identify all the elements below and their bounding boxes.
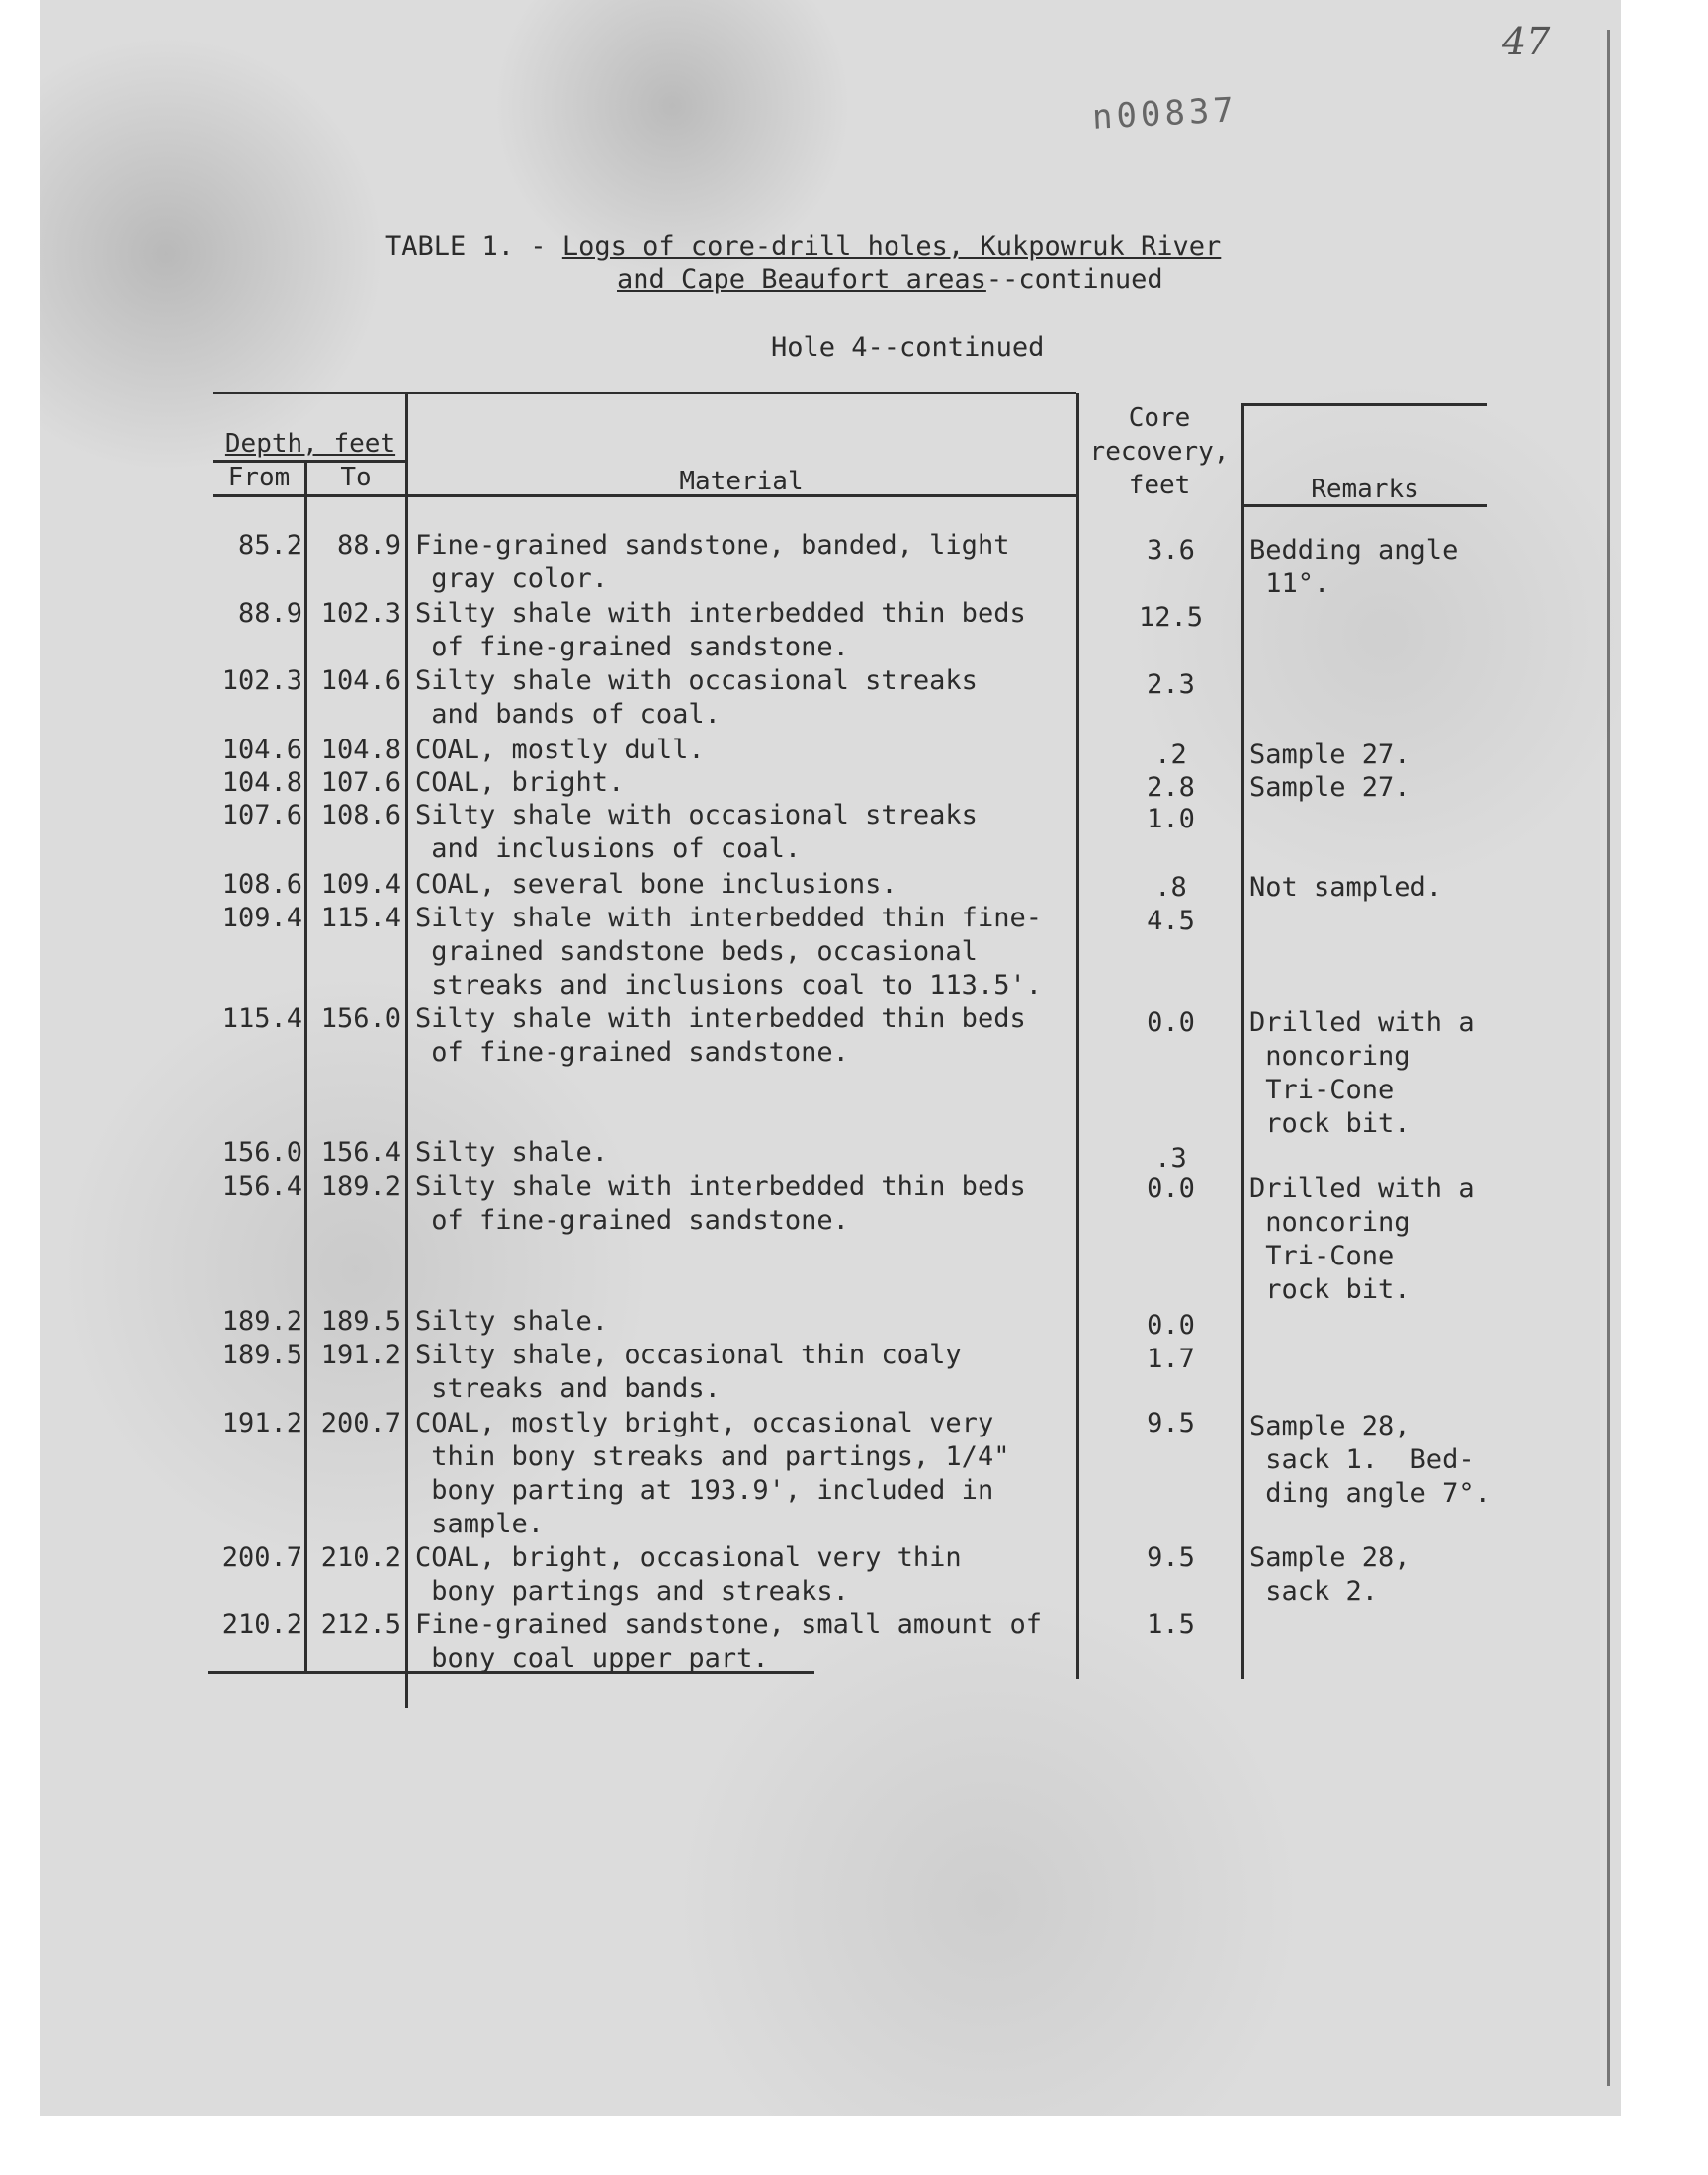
header-core-line3: feet [1128, 471, 1191, 500]
cell-core-recovery: 0.0 [1147, 1007, 1195, 1038]
cell-to: 156.4 [320, 1137, 401, 1168]
cell-remarks: Sample 27. [1249, 740, 1410, 770]
cell-to: 102.3 [320, 598, 401, 629]
cell-remarks: Drilled with a noncoring Tri-Cone rock bit. [1249, 1007, 1475, 1139]
cell-from: 189.2 [221, 1306, 302, 1337]
title-underlined-2: and Cape Beaufort areas [617, 264, 986, 295]
header-core-line2: recovery, [1089, 437, 1230, 467]
cell-core-recovery: 0.0 [1147, 1310, 1195, 1341]
cell-core-recovery: .8 [1154, 872, 1187, 903]
cell-from: 85.2 [237, 530, 302, 561]
table-title [385, 230, 1221, 264]
cell-from: 191.2 [221, 1408, 302, 1438]
cell-core-recovery: 0.0 [1147, 1174, 1195, 1204]
cell-from: 102.3 [221, 665, 302, 696]
header-from: From [227, 463, 291, 492]
cell-core-recovery: 2.8 [1147, 772, 1195, 803]
table-title-line2 [617, 264, 1163, 295]
cell-core-recovery: 9.5 [1147, 1408, 1195, 1438]
cell-to: 189.5 [320, 1306, 401, 1337]
cell-from: 88.9 [237, 598, 302, 629]
table-subtitle: Hole 4--continued [771, 332, 1045, 363]
cell-material: Fine-grained sandstone, small amount of bony coal upper part. [415, 1610, 1042, 1674]
cell-core-recovery: 2.3 [1147, 669, 1195, 700]
cell-material: COAL, mostly dull. [415, 735, 705, 765]
col-divider-to-material [405, 393, 408, 1708]
cell-to: 156.0 [320, 1003, 401, 1034]
title-prefix: TABLE 1. - [385, 231, 562, 262]
cell-material: COAL, bright, occasional very thin bony partings and streaks. [415, 1542, 962, 1607]
cell-material: Silty shale with occasional streaks and inclusions of coal. [415, 800, 978, 864]
table-top-rule-left [214, 392, 1076, 394]
cell-material: COAL, mostly bright, occasional very thin bony streaks and partings, 1/4" bony parting at 193.9', included in sample. [415, 1408, 1010, 1539]
cell-to: 104.6 [320, 665, 401, 696]
cell-from: 107.6 [221, 800, 302, 830]
header-remarks: Remarks [1311, 475, 1419, 504]
cell-core-recovery: 3.6 [1147, 535, 1195, 566]
page-number: 47 [1502, 20, 1551, 63]
cell-material: Silty shale with interbedded thin beds of fine-grained sandstone. [415, 598, 1026, 662]
col-divider-from-to [304, 462, 307, 1674]
title-suffix: --continued [985, 264, 1163, 295]
cell-to: 107.6 [320, 767, 401, 798]
header-material: Material [679, 467, 804, 496]
cell-core-recovery: 12.5 [1138, 602, 1204, 633]
cell-core-recovery: 4.5 [1147, 906, 1195, 936]
page-edge-line [1607, 30, 1610, 2086]
cell-from: 156.4 [221, 1172, 302, 1202]
cell-from: 156.0 [221, 1137, 302, 1168]
cell-to: 200.7 [320, 1408, 401, 1438]
cell-remarks: Drilled with a noncoring Tri-Cone rock bit. [1249, 1174, 1475, 1305]
cell-remarks: Sample 28, sack 2. [1249, 1542, 1410, 1607]
cell-material: Silty shale, occasional thin coaly streaks and bands. [415, 1340, 962, 1404]
document-stamp: n00837 [1091, 90, 1238, 137]
cell-from: 200.7 [221, 1542, 302, 1573]
cell-core-recovery: .2 [1154, 740, 1187, 770]
cell-material: Silty shale with interbedded thin beds of fine-grained sandstone. [415, 1172, 1026, 1236]
cell-to: 109.4 [320, 869, 401, 900]
cell-remarks: Sample 28, sack 1. Bed- ding angle 7°. [1249, 1411, 1491, 1509]
cell-remarks: Sample 27. [1249, 772, 1410, 803]
table-top-rule-right [1243, 403, 1487, 406]
cell-material: Silty shale with occasional streaks and bands of coal. [415, 665, 978, 730]
cell-from: 104.8 [221, 767, 302, 798]
cell-material: Silty shale. [415, 1306, 609, 1337]
cell-material: COAL, bright. [415, 767, 625, 798]
cell-to: 108.6 [320, 800, 401, 830]
col-divider-core-remarks [1241, 403, 1244, 1679]
cell-core-recovery: 1.5 [1147, 1610, 1195, 1640]
header-depth-group: Depth, feet [224, 429, 396, 459]
cell-from: 115.4 [221, 1003, 302, 1034]
cell-from: 210.2 [221, 1610, 302, 1640]
cell-to: 88.9 [336, 530, 401, 561]
cell-material: Silty shale with interbedded thin beds of fine-grained sandstone. [415, 1003, 1026, 1068]
header-to: To [340, 463, 372, 492]
cell-core-recovery: .3 [1154, 1143, 1187, 1174]
cell-from: 104.6 [221, 735, 302, 765]
cell-material: Silty shale with interbedded thin fine- grained sandstone beds, occasional streaks and inclusions coal to 113.5'. [415, 903, 1042, 1000]
cell-from: 109.4 [221, 903, 302, 933]
header-core-line1: Core [1128, 403, 1191, 433]
cell-core-recovery: 1.0 [1147, 804, 1195, 834]
cell-core-recovery: 1.7 [1147, 1344, 1195, 1374]
cell-from: 108.6 [221, 869, 302, 900]
cell-core-recovery: 9.5 [1147, 1542, 1195, 1573]
cell-to: 191.2 [320, 1340, 401, 1370]
cell-to: 115.4 [320, 903, 401, 933]
title-underlined-1: Logs of core-drill holes, Kukpowruk River [561, 231, 1222, 262]
cell-to: 104.8 [320, 735, 401, 765]
cell-remarks: Not sampled. [1249, 872, 1443, 903]
cell-material: Fine-grained sandstone, banded, light gray color. [415, 530, 1010, 594]
cell-remarks: Bedding angle 11°. [1249, 535, 1459, 599]
cell-to: 189.2 [320, 1172, 401, 1202]
cell-from: 189.5 [221, 1340, 302, 1370]
cell-to: 210.2 [320, 1542, 401, 1573]
cell-material: COAL, several bone inclusions. [415, 869, 897, 900]
cell-to: 212.5 [320, 1610, 401, 1640]
cell-material: Silty shale. [415, 1137, 609, 1168]
